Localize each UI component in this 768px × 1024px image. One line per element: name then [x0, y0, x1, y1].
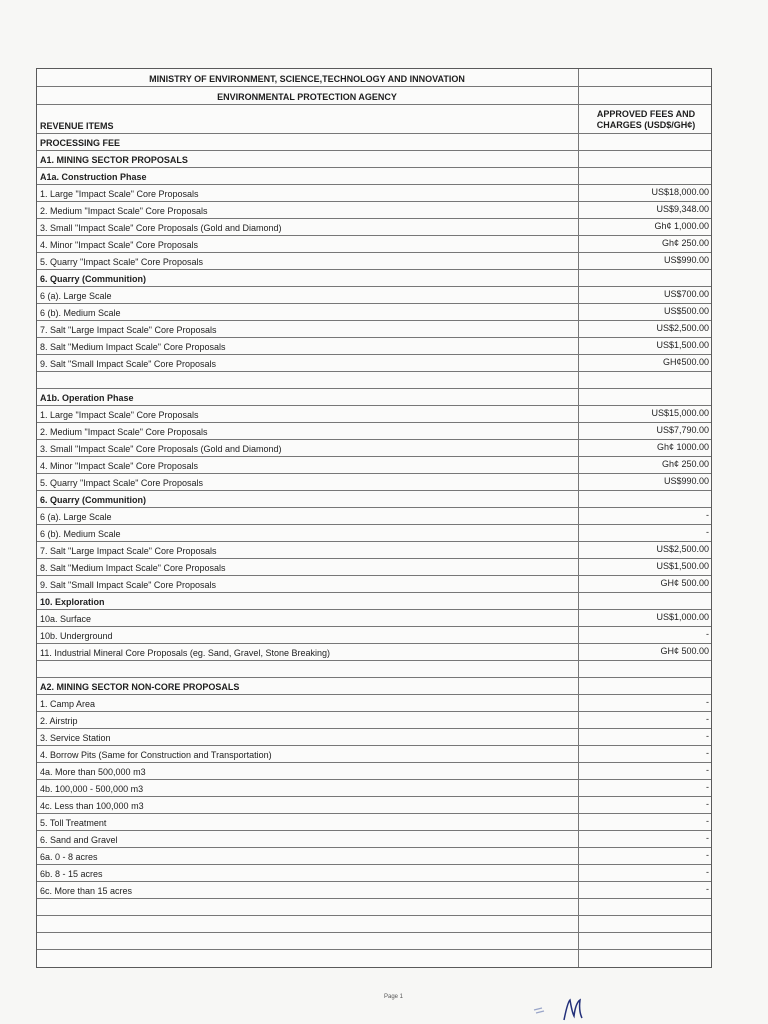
ministry-title: MINISTRY OF ENVIRONMENT, SCIENCE,TECHNOLOGY AND INNOVATION [37, 69, 579, 86]
fee-value: - [706, 697, 709, 707]
signature-mark [530, 996, 590, 1022]
revenue-item-label: 9. Salt "Small Impact Scale" Core Proposals [37, 576, 579, 592]
table-row [37, 219, 711, 236]
fee-value: - [706, 867, 709, 877]
fee-value: - [706, 731, 709, 741]
fee-value: US$700.00 [663, 289, 709, 299]
table-row [37, 610, 711, 627]
revenue-item-label: 6c. More than 15 acres [37, 882, 579, 898]
table-row [37, 780, 711, 797]
revenue-item-label: 6. Sand and Gravel [37, 831, 579, 847]
revenue-item-label: 3. Service Station [37, 729, 579, 745]
fee-value: US$18,000.00 [651, 187, 709, 197]
revenue-item-label: 4c. Less than 100,000 m3 [37, 797, 579, 813]
table-row [37, 542, 711, 559]
revenue-item-label: 6 (b). Medium Scale [37, 525, 579, 541]
fee-value: - [706, 510, 709, 520]
table-row [37, 168, 711, 185]
table-row [37, 389, 711, 406]
revenue-item-label: 6. Quarry (Communition) [37, 270, 579, 286]
fee-value: Gh¢ 1000.00 [656, 442, 709, 452]
fee-value: US$1,500.00 [656, 561, 709, 571]
fee-value [579, 151, 711, 167]
table-row [37, 797, 711, 814]
fee-value: - [706, 816, 709, 826]
revenue-item-label: 5. Quarry "Impact Scale" Core Proposals [37, 474, 579, 490]
fee-value: Gh¢ 250.00 [661, 238, 709, 248]
table-row [37, 729, 711, 746]
table-row-empty [37, 933, 711, 950]
fee-value: - [706, 748, 709, 758]
fee-value: US$990.00 [663, 476, 709, 486]
fee-value: - [706, 527, 709, 537]
revenue-item-label: 10. Exploration [37, 593, 579, 609]
table-row [37, 253, 711, 270]
revenue-item-label: 10a. Surface [37, 610, 579, 626]
fee-value [579, 661, 711, 677]
fee-value: GH¢500.00 [662, 357, 709, 367]
table-row [37, 763, 711, 780]
page-number: Page 1 [384, 994, 404, 1000]
fee-value: Gh¢ 250.00 [661, 459, 709, 469]
revenue-item-label: PROCESSING FEE [37, 134, 579, 150]
fee-value: GH¢ 500.00 [660, 578, 709, 588]
table-row [37, 423, 711, 440]
fee-value [579, 372, 711, 388]
revenue-item-label: 2. Airstrip [37, 712, 579, 728]
table-row [37, 746, 711, 763]
table-title-row [37, 69, 711, 87]
table-row [37, 831, 711, 848]
revenue-item-label [37, 661, 579, 677]
table-row [37, 865, 711, 882]
revenue-item-label: 6 (a). Large Scale [37, 287, 579, 303]
column-header-row [37, 105, 711, 134]
revenue-item-label: 4. Minor "Impact Scale" Core Proposals [37, 457, 579, 473]
fee-value: - [706, 765, 709, 775]
revenue-item-label: 6 (b). Medium Scale [37, 304, 579, 320]
revenue-item-label: 2. Medium "Impact Scale" Core Proposals [37, 423, 579, 439]
revenue-item-label [37, 899, 579, 915]
revenue-item-label: 4a. More than 500,000 m3 [37, 763, 579, 779]
fee-value: - [706, 782, 709, 792]
fee-value: US$1,000.00 [656, 612, 709, 622]
fee-value: US$500.00 [663, 306, 709, 316]
table-row-empty [37, 950, 711, 967]
revenue-item-label [37, 933, 579, 949]
fees-table [36, 68, 712, 968]
revenue-item-label [37, 950, 579, 967]
table-row-empty [37, 899, 711, 916]
table-row [37, 304, 711, 321]
fee-value: - [706, 884, 709, 894]
table-row [37, 627, 711, 644]
table-row [37, 287, 711, 304]
fee-value: - [706, 799, 709, 809]
fee-value: US$15,000.00 [651, 408, 709, 418]
table-row [37, 321, 711, 338]
revenue-item-label: 2. Medium "Impact Scale" Core Proposals [37, 202, 579, 218]
table-row [37, 644, 711, 661]
table-row [37, 882, 711, 899]
revenue-item-label: 5. Toll Treatment [37, 814, 579, 830]
revenue-item-label: 1. Camp Area [37, 695, 579, 711]
revenue-item-label: 10b. Underground [37, 627, 579, 643]
revenue-item-label: 3. Small "Impact Scale" Core Proposals (Gold and Diamond) [37, 219, 579, 235]
fee-value: US$2,500.00 [656, 323, 709, 333]
table-row [37, 457, 711, 474]
revenue-item-label: A1. MINING SECTOR PROPOSALS [37, 151, 579, 167]
fee-value: GH¢ 500.00 [660, 646, 709, 656]
table-row [37, 151, 711, 168]
revenue-item-label: 9. Salt "Small Impact Scale" Core Proposals [37, 355, 579, 371]
fee-value: US$1,500.00 [656, 340, 709, 350]
fee-value [579, 134, 711, 150]
fee-value: US$7,790.00 [656, 425, 709, 435]
revenue-item-label: 8. Salt "Medium Impact Scale" Core Proposals [37, 559, 579, 575]
fee-value: US$990.00 [663, 255, 709, 265]
table-body [37, 134, 711, 967]
table-row [37, 236, 711, 253]
fee-value: US$2,500.00 [656, 544, 709, 554]
fee-value: US$9,348.00 [656, 204, 709, 214]
fee-value [579, 270, 711, 286]
revenue-item-label [37, 916, 579, 932]
table-row-empty [37, 661, 711, 678]
table-subtitle-row [37, 87, 711, 105]
fee-value: - [706, 850, 709, 860]
revenue-item-label: 4b. 100,000 - 500,000 m3 [37, 780, 579, 796]
table-row [37, 474, 711, 491]
revenue-item-label: 4. Minor "Impact Scale" Core Proposals [37, 236, 579, 252]
revenue-item-label: 1. Large "Impact Scale" Core Proposals [37, 406, 579, 422]
table-row [37, 355, 711, 372]
revenue-item-label: 6 (a). Large Scale [37, 508, 579, 524]
approved-fees-header: APPROVED FEES AND CHARGES (USD$/GH¢) [596, 109, 696, 130]
revenue-item-label: 6. Quarry (Communition) [37, 491, 579, 507]
revenue-item-label: 6a. 0 - 8 acres [37, 848, 579, 864]
revenue-item-label: 5. Quarry "Impact Scale" Core Proposals [37, 253, 579, 269]
agency-title: ENVIRONMENTAL PROTECTION AGENCY [37, 87, 579, 104]
fee-value: - [706, 714, 709, 724]
fee-value [579, 950, 711, 967]
fee-value: Gh¢ 1,000.00 [654, 221, 709, 231]
fee-value [579, 678, 711, 694]
revenue-item-label: 3. Small "Impact Scale" Core Proposals (Gold and Diamond) [37, 440, 579, 456]
table-row [37, 270, 711, 287]
revenue-item-label: 8. Salt "Medium Impact Scale" Core Proposals [37, 338, 579, 354]
table-row [37, 134, 711, 151]
table-row [37, 338, 711, 355]
fee-value [579, 933, 711, 949]
table-row [37, 712, 711, 729]
revenue-item-label: 7. Salt "Large Impact Scale" Core Proposals [37, 542, 579, 558]
revenue-item-label: 6b. 8 - 15 acres [37, 865, 579, 881]
fee-value [579, 916, 711, 932]
table-row [37, 185, 711, 202]
table-row [37, 491, 711, 508]
revenue-item-label: 1. Large "Impact Scale" Core Proposals [37, 185, 579, 201]
table-row [37, 695, 711, 712]
revenue-item-label [37, 372, 579, 388]
table-row [37, 202, 711, 219]
fee-value: - [706, 833, 709, 843]
table-row-empty [37, 372, 711, 389]
fee-value [579, 899, 711, 915]
table-row [37, 440, 711, 457]
table-row [37, 848, 711, 865]
revenue-item-label: 4. Borrow Pits (Same for Construction and Transportation) [37, 746, 579, 762]
revenue-item-label: A1b. Operation Phase [37, 389, 579, 405]
table-row [37, 525, 711, 542]
table-row [37, 576, 711, 593]
fee-value [579, 389, 711, 405]
revenue-item-label: 11. Industrial Mineral Core Proposals (eg. Sand, Gravel, Stone Breaking) [37, 644, 579, 660]
fee-value: - [706, 629, 709, 639]
revenue-item-label: A1a. Construction Phase [37, 168, 579, 184]
table-row-empty [37, 916, 711, 933]
revenue-item-label: 7. Salt "Large Impact Scale" Core Proposals [37, 321, 579, 337]
table-row [37, 559, 711, 576]
table-row [37, 593, 711, 610]
table-row [37, 508, 711, 525]
table-row [37, 406, 711, 423]
revenue-item-label: A2. MINING SECTOR NON-CORE PROPOSALS [37, 678, 579, 694]
table-row [37, 814, 711, 831]
revenue-items-header: REVENUE ITEMS [37, 105, 579, 133]
fee-value [579, 168, 711, 184]
fee-value [579, 593, 711, 609]
table-row [37, 678, 711, 695]
fee-value [579, 491, 711, 507]
